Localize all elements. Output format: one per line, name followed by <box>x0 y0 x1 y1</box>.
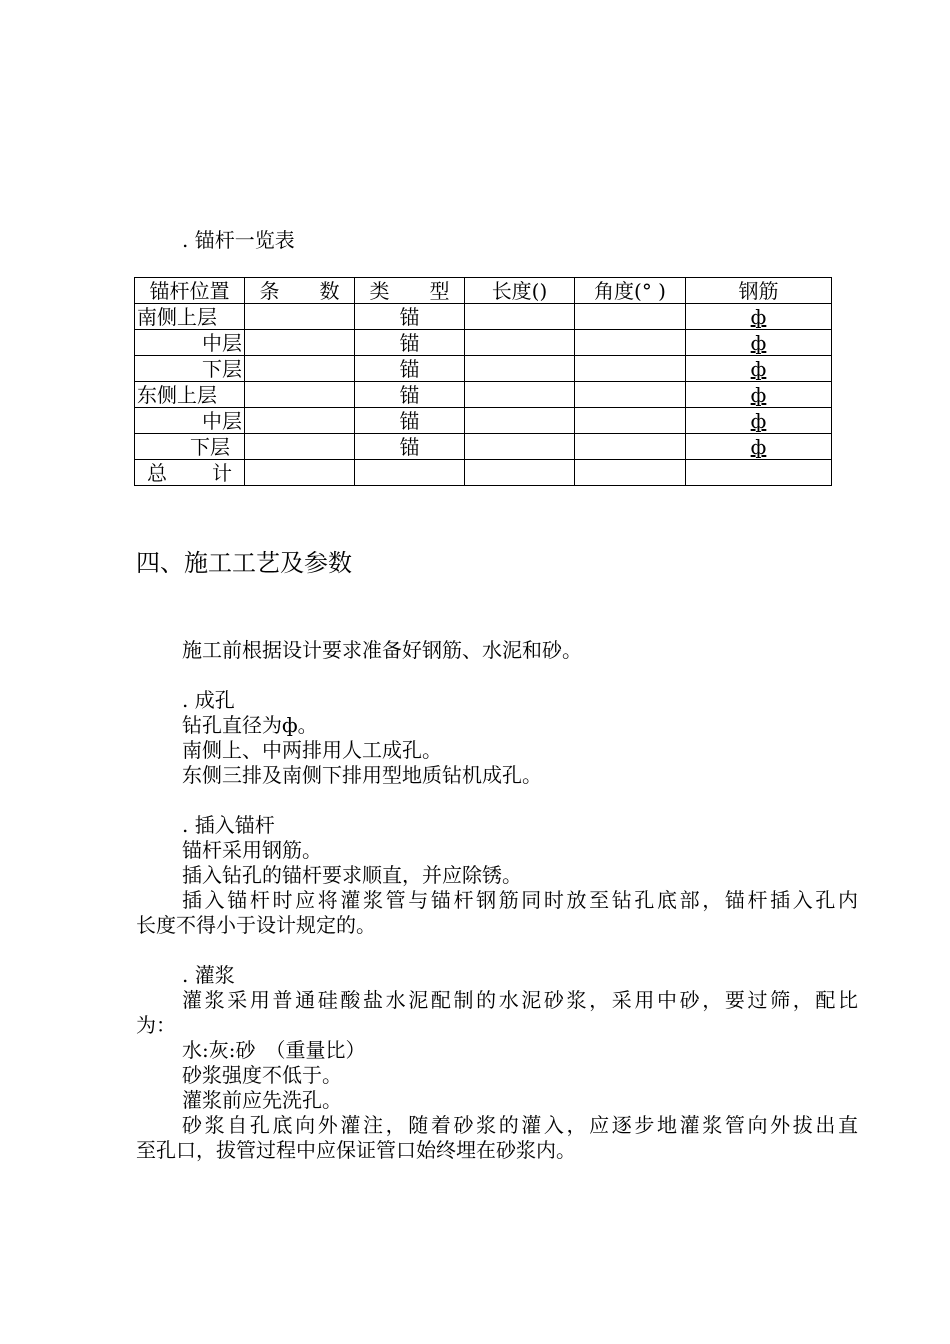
cell-rebar: ф <box>750 330 767 355</box>
total-label-b: 计 <box>212 460 232 485</box>
cell-position: 东侧上层 <box>135 382 245 408</box>
paragraph-line: 砂浆强度不低于。 <box>182 1063 342 1087</box>
table-row <box>135 304 832 330</box>
cell-angle <box>575 408 686 434</box>
cell-length <box>465 304 575 330</box>
cell-count <box>245 356 355 382</box>
cell-type: 锚 <box>355 304 465 330</box>
cell-rebar: ф <box>750 382 767 407</box>
cell-total-rebar <box>686 460 832 486</box>
header-length: 长度() <box>465 278 575 304</box>
table-header-row <box>135 278 832 304</box>
cell-angle <box>575 304 686 330</box>
paragraph-line: 钻孔直径为ф。 <box>182 713 318 737</box>
paragraph-line: 插入锚杆时应将灌浆管与锚杆钢筋同时放至钻孔底部，锚杆插入孔内 <box>182 888 858 912</box>
header-type: 类 型 <box>355 278 465 304</box>
cell-type: 锚 <box>355 434 465 460</box>
cell-count <box>245 330 355 356</box>
cell-angle <box>575 330 686 356</box>
cell-rebar: ф <box>750 408 767 433</box>
intro-paragraph: 施工前根据设计要求准备好钢筋、水泥和砂。 <box>182 638 582 662</box>
paragraph-line: 东侧三排及南侧下排用型地质钻机成孔。 <box>182 763 542 787</box>
cell-total-count <box>245 460 355 486</box>
section-heading: 四、施工工艺及参数 <box>136 549 352 577</box>
subsection-title-drilling: . 成孔 <box>182 688 235 712</box>
table-row <box>135 356 832 382</box>
cell-length <box>465 408 575 434</box>
cell-type: 锚 <box>355 408 465 434</box>
table-row <box>135 408 832 434</box>
cell-type: 锚 <box>355 330 465 356</box>
paragraph-line: 南侧上、中两排用人工成孔。 <box>182 738 442 762</box>
cell-count <box>245 304 355 330</box>
cell-angle <box>575 356 686 382</box>
cell-length <box>465 382 575 408</box>
table-row <box>135 330 832 356</box>
header-count: 条 数 <box>245 278 355 304</box>
paragraph-line: 为： <box>136 1013 176 1037</box>
anchor-table <box>134 277 832 486</box>
paragraph-line: 水:灰:砂 （重量比） <box>182 1038 366 1062</box>
paragraph-line: 灌浆采用普通硅酸盐水泥配制的水泥砂浆，采用中砂，要过筛，配比 <box>182 988 858 1012</box>
cell-position: 下层 <box>135 434 245 460</box>
cell-length <box>465 434 575 460</box>
paragraph-line: 锚杆采用钢筋。 <box>182 838 322 862</box>
paragraph-line: 长度不得小于设计规定的。 <box>136 913 376 937</box>
cell-angle <box>575 382 686 408</box>
table-caption: . 锚杆一览表 <box>182 228 295 252</box>
total-label-a: 总 <box>147 460 167 485</box>
table-total-row <box>135 460 832 486</box>
cell-type: 锚 <box>355 356 465 382</box>
table-row <box>135 434 832 460</box>
cell-type: 锚 <box>355 382 465 408</box>
cell-total-angle <box>575 460 686 486</box>
header-rebar: 钢筋 <box>686 278 832 304</box>
header-angle: 角度(° ) <box>575 278 686 304</box>
cell-rebar: ф <box>750 434 767 459</box>
subsection-title-grouting: . 灌浆 <box>182 963 235 987</box>
paragraph-line: 灌浆前应先洗孔。 <box>182 1088 342 1112</box>
cell-total-type <box>355 460 465 486</box>
cell-count <box>245 434 355 460</box>
cell-rebar: ф <box>750 304 767 329</box>
cell-position: 中层 <box>135 408 245 434</box>
paragraph-line: 插入钻孔的锚杆要求顺直，并应除锈。 <box>182 863 522 887</box>
header-position: 锚杆位置 <box>135 278 245 304</box>
total-label-cell <box>135 460 245 486</box>
table-row <box>135 382 832 408</box>
cell-length <box>465 330 575 356</box>
cell-angle <box>575 434 686 460</box>
cell-total-length <box>465 460 575 486</box>
cell-position: 下层 <box>135 356 245 382</box>
cell-rebar: ф <box>750 356 767 381</box>
cell-position: 中层 <box>135 330 245 356</box>
paragraph-line: 至孔口，拔管过程中应保证管口始终埋在砂浆内。 <box>136 1138 576 1162</box>
cell-count <box>245 382 355 408</box>
paragraph-line: 砂浆自孔底向外灌注，随着砂浆的灌入，应逐步地灌浆管向外拔出直 <box>182 1113 858 1137</box>
cell-count <box>245 408 355 434</box>
subsection-title-insert: . 插入锚杆 <box>182 813 275 837</box>
cell-position: 南侧上层 <box>135 304 245 330</box>
cell-length <box>465 356 575 382</box>
